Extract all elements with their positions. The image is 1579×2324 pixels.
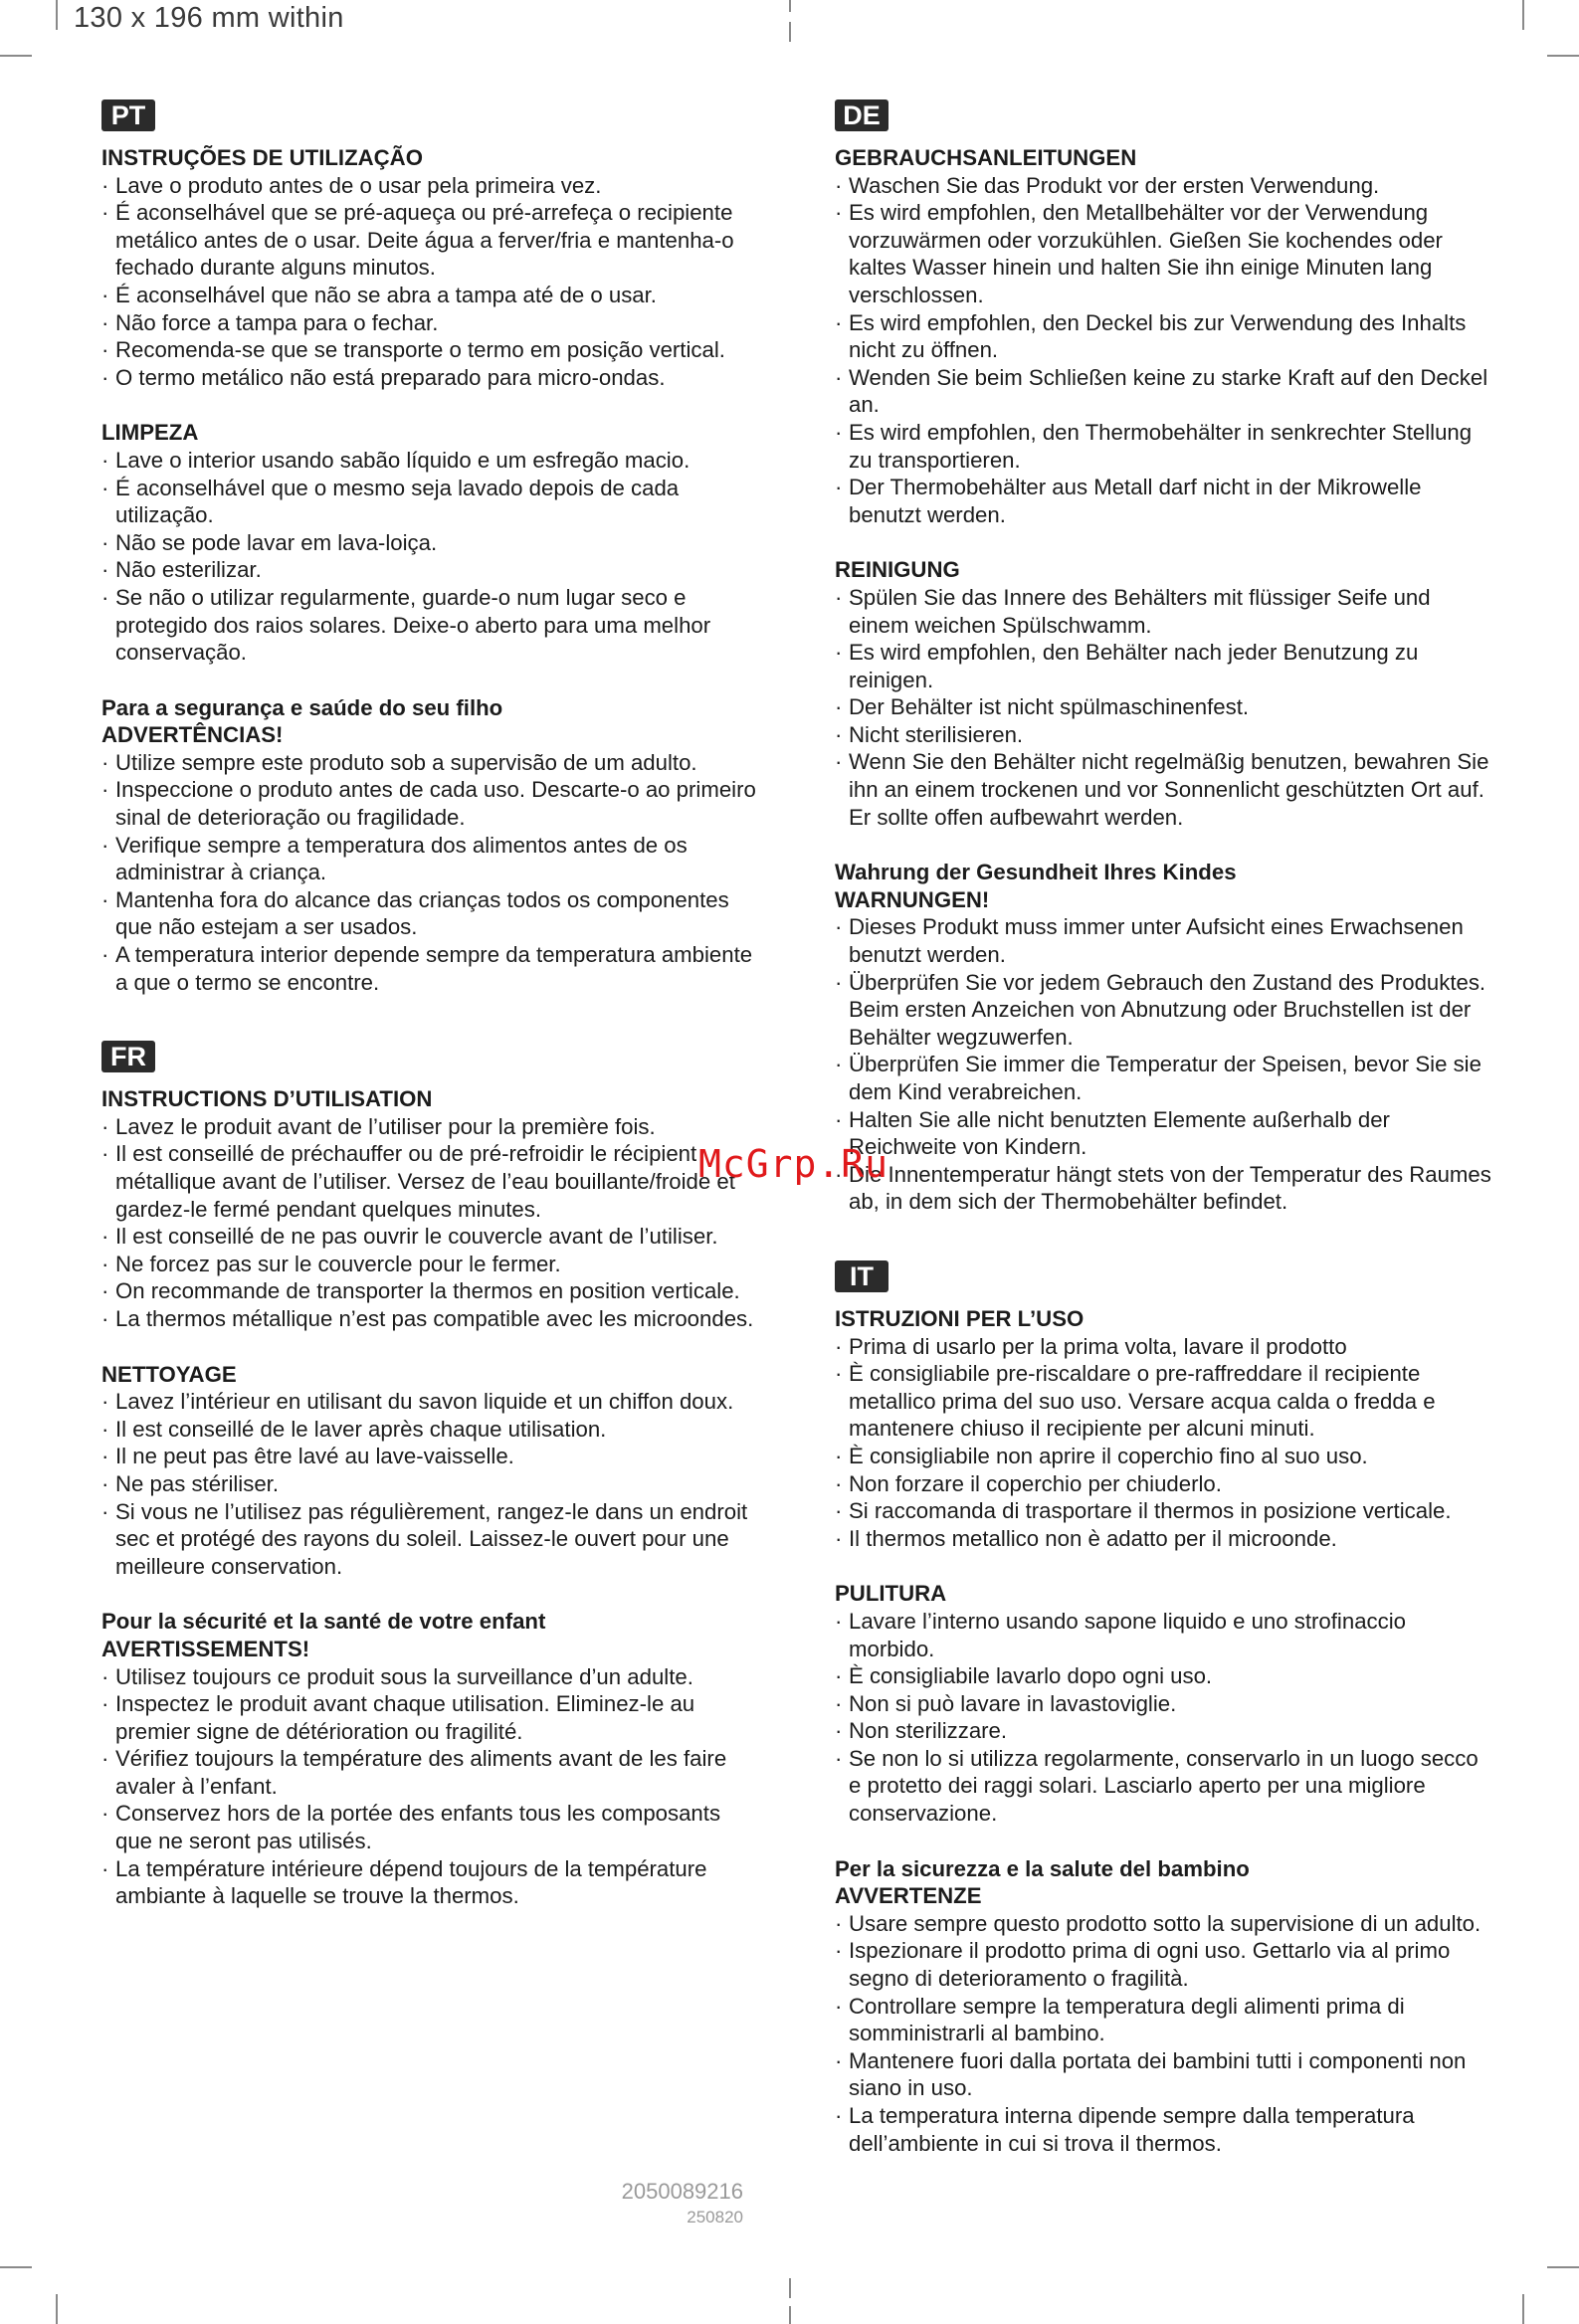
instruction-list [835,913,1491,1216]
instruction-item: · Dieses Produkt muss immer unter Aufsicht eines Erwachsenen benutzt werden. [835,913,1491,968]
section-heading: LIMPEZA [101,420,199,446]
instruction-item: · Lave o interior usando sabão líquido e um esfregão macio. [101,447,758,475]
instruction-item: · Prima di usarlo per la prima volta, lavare il prodotto [835,1333,1491,1361]
instruction-item: · È consigliabile pre-riscaldare o pre-raffreddare il recipiente metallico prima del suo uso. Versare acqua calda o fredda e mantenere chiuso il recipiente per alcuni minuti. [835,1360,1491,1443]
crop-mark [56,0,58,30]
instruction-item: · Se non lo si utilizza regolarmente, conservarlo in un luogo secco e protetto dei raggi solari. Lasciarlo aperto per una migliore conservazione. [835,1745,1491,1828]
instruction-block [835,1305,1491,1552]
fold-mark [789,2306,791,2324]
instruction-list [101,1388,758,1580]
section-heading: ADVERTÊNCIAS! [101,722,284,748]
instruction-item: · Es wird empfohlen, den Metallbehälter vor der Verwendung vorzuwärmen oder vorzukühlen. Gießen Sie kochendes oder kaltes Wasser hinein und halten Sie ihn einige Minuten lang verschlossen. [835,199,1491,308]
instruction-block [101,144,758,391]
instruction-item: · Controllare sempre la temperatura degli alimenti prima di somministrarli al bambino. [835,1993,1491,2047]
right-column [835,99,1491,2157]
instruction-item: · É aconselhável que se pré-aqueça ou pré-arrefeça o recipiente metálico antes de o usar. Deite água a ferver/fria e mantenha-o fechado durante alguns minutos. [101,199,758,282]
instruction-item: · La température intérieure dépend toujours de la température ambiante à laquelle se trouve la thermos. [101,1855,758,1910]
instruction-list [835,584,1491,831]
instruction-item: · Il ne peut pas être lavé au lave-vaisselle. [101,1443,758,1470]
section-heading: Wahrung der Gesundheit Ihres Kindes [835,860,1237,885]
section-heading: NETTOYAGE [101,1361,237,1387]
instruction-item: · Non si può lavare in lavastoviglie. [835,1690,1491,1718]
instruction-item: · Die Innentemperatur hängt stets von der Temperatur des Raumes ab, in dem sich der Thermobehälter befindet. [835,1161,1491,1216]
instruction-item: · O termo metálico não está preparado para micro-ondas. [101,364,758,392]
instruction-item: · Mantenere fuori dalla portata dei bambini tutti i componenti non siano in uso. [835,2047,1491,2102]
section-heading: WARNUNGEN! [835,886,990,912]
instruction-item: · Nicht sterilisieren. [835,721,1491,749]
instruction-block [835,1855,1491,2158]
crop-mark [0,2266,32,2268]
instruction-block [101,419,758,666]
instruction-list [835,172,1491,529]
instruction-item: · Halten Sie alle nicht benutzten Elemente außerhalb der Reichweite von Kindern. [835,1106,1491,1161]
instruction-item: · Il est conseillé de le laver après chaque utilisation. [101,1416,758,1444]
instruction-item: · Überprüfen Sie vor jedem Gebrauch den Zustand des Produktes. Beim ersten Anzeichen von Abnutzung oder Bruchstellen ist der Behälter wegzuwerfen. [835,969,1491,1052]
instruction-item: · Überprüfen Sie immer die Temperatur der Speisen, bevor Sie sie dem Kind verabreichen. [835,1051,1491,1105]
instruction-item: · Lave o produto antes de o usar pela primeira vez. [101,172,758,200]
instruction-item: · La thermos métallique n’est pas compatible avec les microondes. [101,1305,758,1333]
instruction-item: · Il thermos metallico non è adatto per il microonde. [835,1525,1491,1553]
document-code: 2050089216 [621,2179,743,2204]
instruction-item: · On recommande de transporter la thermos en position verticale. [101,1277,758,1305]
instruction-item: · Es wird empfohlen, den Deckel bis zur Verwendung des Inhalts nicht zu öffnen. [835,309,1491,364]
crop-mark [1547,2266,1579,2268]
instruction-item: · Utilisez toujours ce produit sous la surveillance d’un adulte. [101,1663,758,1691]
language-section-fr [101,1041,758,1910]
instruction-list [101,172,758,392]
fold-mark [789,2278,791,2298]
crop-mark [1522,0,1524,30]
crop-mark [0,55,32,57]
instruction-item: · Usare sempre questo prodotto sotto la supervisione di un adulto. [835,1910,1491,1938]
instruction-block [101,1085,758,1332]
instruction-block [101,694,758,997]
instruction-item: · Inspeccione o produto antes de cada uso. Descarte-o ao primeiro sinal de deterioração ou fragilidade. [101,776,758,831]
instruction-item: · Não esterilizar. [101,556,758,584]
instruction-list [101,1113,758,1333]
instruction-item: · Ne forcez pas sur le couvercle pour le fermer. [101,1251,758,1278]
language-badge: PT [101,99,155,131]
language-section-pt [101,99,758,996]
section-heading: INSTRUCTIONS D’UTILISATION [101,1086,433,1112]
language-badge: DE [835,99,888,131]
instruction-item: · Ispezionare il prodotto prima di ogni uso. Gettarlo via al primo segno di deterioramento o fragilità. [835,1937,1491,1992]
instruction-item: · Conservez hors de la portée des enfants tous les composants que ne seront pas utilisés. [101,1800,758,1854]
instruction-item: · La temperatura interna dipende sempre dalla temperatura dell’ambiente in cui si trova il thermos. [835,2102,1491,2157]
instruction-item: · Lavez l’intérieur en utilisant du savon liquide et un chiffon doux. [101,1388,758,1416]
instruction-item: · Si vous ne l’utilisez pas régulièrement, rangez-le dans un endroit sec et protégé des rayons du soleil. Laissez-le ouvert pour une meilleure conservation. [101,1498,758,1581]
instruction-item: · Lavare l’interno usando sapone liquido e uno strofinaccio morbido. [835,1608,1491,1662]
instruction-item: · É aconselhável que não se abra a tampa até de o usar. [101,282,758,309]
instruction-block [835,144,1491,528]
instruction-list [835,1910,1491,2157]
fold-mark [789,0,791,12]
instruction-block [835,1580,1491,1827]
instruction-item: · Não force a tampa para o fechar. [101,309,758,337]
section-heading: Para a segurança e saúde do seu filho [101,694,503,720]
instruction-item: · Mantenha fora do alcance das crianças todos os componentes que não estejam a ser usados. [101,886,758,941]
language-badge: IT [835,1260,888,1292]
instruction-item: · Wenden Sie beim Schließen keine zu starke Kraft auf den Deckel an. [835,364,1491,419]
section-heading: Per la sicurezza e la salute del bambino [835,1855,1250,1881]
instruction-list [101,1663,758,1910]
watermark: McGrp.Ru [698,1142,889,1186]
section-heading: Pour la sécurité et la santé de votre enfant [101,1609,546,1635]
instruction-item: · Si raccomanda di trasportare il thermos in posizione verticale. [835,1497,1491,1525]
instruction-block [835,556,1491,831]
instruction-list [101,749,758,996]
instruction-block [835,859,1491,1216]
instruction-item: · Lavez le produit avant de l’utiliser pour la première fois. [101,1113,758,1141]
instruction-item: · Ne pas stériliser. [101,1470,758,1498]
instruction-block [101,1608,758,1910]
instruction-item: · Il est conseillé de préchauffer ou de pré-refroidir le récipient métallique avant de l’utiliser. Versez de l’eau bouillante/froide et gardez-le fermé pendant quelques minutes. [101,1140,758,1223]
left-column [101,99,758,1910]
instruction-list [835,1333,1491,1553]
instruction-item: · Non forzare il coperchio per chiuderlo. [835,1470,1491,1498]
crop-mark [56,2294,58,2324]
instruction-item: · Es wird empfohlen, den Behälter nach jeder Benutzung zu reinigen. [835,639,1491,693]
instruction-block [101,1361,758,1581]
section-heading: ISTRUZIONI PER L’USO [835,1305,1085,1331]
section-heading: AVERTISSEMENTS! [101,1636,310,1661]
page-size-label: 130 x 196 mm within [74,2,344,34]
instruction-item: · Inspectez le produit avant chaque utilisation. Eliminez-le au premier signe de détérioration ou fragilité. [101,1690,758,1745]
instruction-item: · Non sterilizzare. [835,1717,1491,1745]
instruction-item: · Der Behälter ist nicht spülmaschinenfest. [835,693,1491,721]
instruction-item: · Spülen Sie das Innere des Behälters mit flüssiger Seife und einem weichen Spülschwamm. [835,584,1491,639]
instruction-item: · È consigliabile non aprire il coperchio fino al suo uso. [835,1443,1491,1470]
section-heading: REINIGUNG [835,557,960,583]
instruction-item: · Der Thermobehälter aus Metall darf nicht in der Mikrowelle benutzt werden. [835,474,1491,528]
instruction-item: · Verifique sempre a temperatura dos alimentos antes de os administrar à criança. [101,832,758,886]
language-section-it [835,1260,1491,2157]
instruction-item: · É aconselhável que o mesmo seja lavado depois de cada utilização. [101,475,758,529]
crop-mark [1522,2294,1524,2324]
instruction-item: · Utilize sempre este produto sob a supervisão de um adulto. [101,749,758,777]
fold-mark [789,22,791,42]
language-badge: FR [101,1041,155,1072]
instruction-item: · È consigliabile lavarlo dopo ogni uso. [835,1662,1491,1690]
language-section-de [835,99,1491,1216]
instruction-item: · Recomenda-se que se transporte o termo em posição vertical. [101,336,758,364]
instruction-item: · Es wird empfohlen, den Thermobehälter in senkrechter Stellung zu transportieren. [835,419,1491,474]
instruction-item: · Wenn Sie den Behälter nicht regelmäßig benutzen, bewahren Sie ihn an einem trockenen und vor Sonnenlicht geschützten Ort auf. Er sollte offen aufbewahrt werden. [835,748,1491,831]
instruction-item: · Il est conseillé de ne pas ouvrir le couvercle avant de l’utiliser. [101,1223,758,1251]
section-heading: PULITURA [835,1581,947,1607]
instruction-item: · A temperatura interior depende sempre da temperatura ambiente a que o termo se encontre. [101,941,758,996]
instruction-item: · Não se pode lavar em lava-loiça. [101,529,758,557]
section-heading: INSTRUÇÕES DE UTILIZAÇÃO [101,145,423,170]
instruction-list [101,447,758,667]
instruction-item: · Waschen Sie das Produkt vor der ersten Verwendung. [835,172,1491,200]
instruction-list [835,1608,1491,1828]
instruction-item: · Vérifiez toujours la température des aliments avant de les faire avaler à l’enfant. [101,1745,758,1800]
section-heading: AVVERTENZE [835,1883,982,1909]
crop-mark [1547,55,1579,57]
instruction-item: · Se não o utilizar regularmente, guarde-o num lugar seco e protegido dos raios solares. Deixe-o aberto para uma melhor conservação. [101,584,758,667]
document-sub-code: 250820 [687,2208,743,2227]
section-heading: GEBRAUCHSANLEITUNGEN [835,145,1137,170]
